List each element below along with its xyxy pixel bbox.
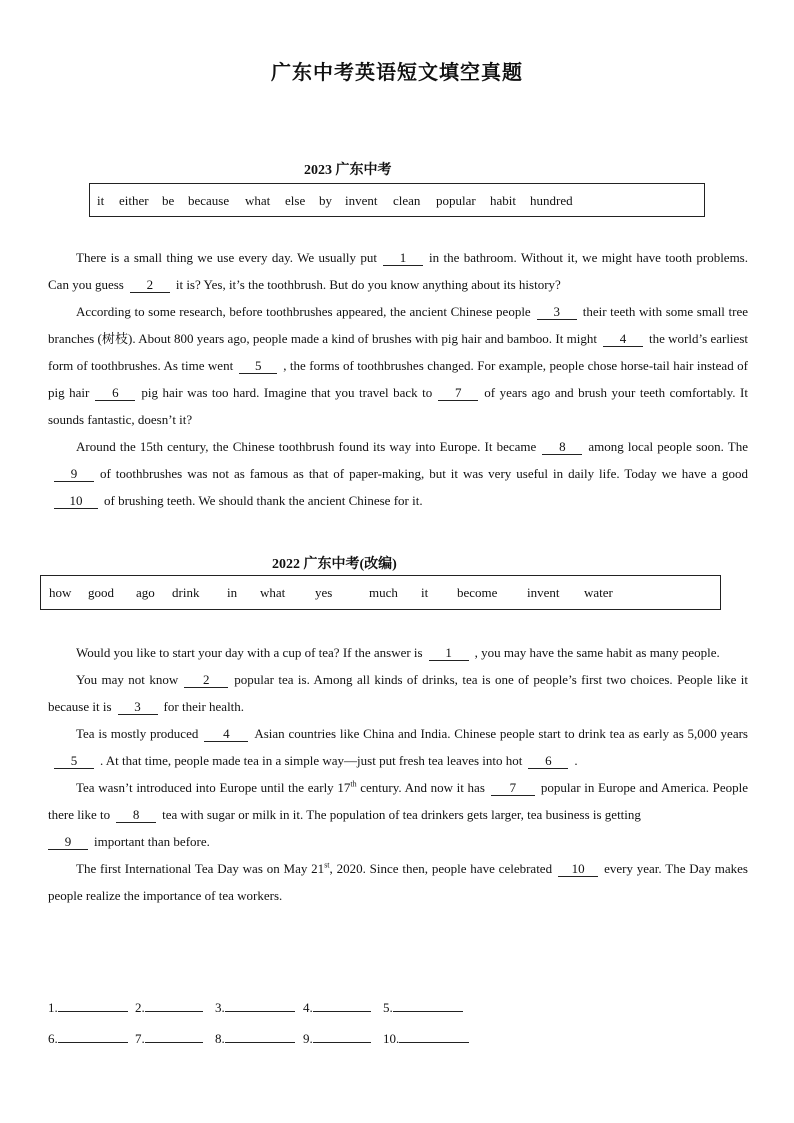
- paragraph: [48, 855, 748, 909]
- answer-slot[interactable]: [215, 999, 295, 1016]
- word-bank-item: it: [421, 585, 429, 600]
- passage-text: Asian countries like China and India. Chinese people start to drink tea as early as 5,000 years: [254, 726, 748, 741]
- blank-5[interactable]: 5: [239, 359, 277, 374]
- paragraph: [48, 639, 748, 666]
- word-bank-item: clean: [393, 193, 421, 208]
- passage-text: of toothbrushes was not as famous as that of paper-making, but it was very useful in daily life. Today we have a good: [100, 466, 748, 481]
- word-bank-item: yes: [315, 585, 333, 600]
- word-bank-item: invent: [527, 585, 560, 600]
- paragraph: [48, 666, 748, 720]
- answer-slot[interactable]: [48, 1030, 128, 1047]
- answer-slot[interactable]: [303, 999, 371, 1016]
- passage-text: Around the 15th century, the Chinese toothbrush found its way into Europe. It became: [76, 439, 537, 454]
- passage-text: pig hair was too hard. Imagine that you travel back to: [141, 385, 433, 400]
- passage-text: century. And now it has: [360, 780, 485, 795]
- passage-text: , you may have the same habit as many people.: [474, 645, 720, 660]
- passage-text: it is? Yes, it’s the toothbrush. But do you know anything about its history?: [175, 277, 561, 292]
- paragraph: [48, 298, 748, 433]
- paragraph: [48, 433, 748, 514]
- answer-slot[interactable]: [303, 1030, 371, 1047]
- passage-text: .: [574, 753, 578, 768]
- word-bank-item: by: [319, 193, 332, 208]
- passage-text: The first International Tea Day was on May 21: [76, 861, 325, 876]
- answer-number: 5.: [383, 1000, 393, 1015]
- blank-6[interactable]: 6: [528, 754, 568, 769]
- blank-3[interactable]: 3: [537, 305, 577, 320]
- paragraph: [48, 244, 748, 298]
- passage-text: . At that time, people made tea in a simple way—just put fresh tea leaves into hot: [100, 753, 523, 768]
- word-bank-item: popular: [436, 193, 476, 208]
- passage-text: Would you like to start your day with a cup of tea? If the answer is: [76, 645, 423, 660]
- superscript: th: [350, 779, 357, 789]
- word-bank-item: ago: [136, 585, 155, 600]
- passage-text: Tea wasn’t introduced into Europe until the early 17: [76, 780, 351, 795]
- blank-5[interactable]: 5: [54, 754, 94, 769]
- word-bank-item: water: [584, 585, 613, 600]
- blank-3[interactable]: 3: [118, 700, 158, 715]
- word-bank-item: invent: [345, 193, 378, 208]
- passage-text: every year. The Day makes people realize the importance of tea workers.: [48, 861, 748, 903]
- word-bank-item: it: [97, 193, 105, 208]
- paragraph: [48, 774, 748, 828]
- section-1-word-bank: [89, 183, 705, 217]
- passage-text: the world’s earliest form of toothbrushes. As time went: [48, 331, 748, 373]
- word-bank-item: how: [49, 585, 72, 600]
- answer-number: 4.: [303, 1000, 313, 1015]
- word-bank-item: be: [162, 193, 175, 208]
- word-bank-item: either: [119, 193, 149, 208]
- passage-text: in the bathroom. Without it, we might have tooth problems. Can you guess: [48, 250, 748, 292]
- passage-text: important than before.: [94, 834, 210, 849]
- blank-1[interactable]: 1: [429, 646, 469, 661]
- word-bank-item: what: [260, 585, 286, 600]
- answer-slot[interactable]: [135, 1030, 203, 1047]
- passage-text: There is a small thing we use every day. We usually put: [76, 250, 378, 265]
- section-2-passage: [48, 639, 748, 909]
- blank-7[interactable]: 7: [438, 386, 478, 401]
- answer-slot[interactable]: [48, 999, 128, 1016]
- passage-text: tea with sugar or milk in it. The population of tea drinkers gets larger, tea business is getting: [162, 807, 641, 822]
- passage-text: According to some research, before toothbrushes appeared, the ancient Chinese people: [76, 304, 531, 319]
- word-bank-item: because: [188, 193, 230, 208]
- answer-number: 6.: [48, 1031, 58, 1046]
- word-bank-item: habit: [490, 193, 516, 208]
- passage-text: their teeth with some small tree branches (树枝). About 800 years ago, people made a kind of brushes with pig hair and bamboo. It might: [48, 304, 748, 346]
- blank-8[interactable]: 8: [542, 440, 582, 455]
- answer-number: 10.: [383, 1031, 400, 1046]
- section-1-heading: 2023 广东中考: [304, 163, 392, 178]
- word-bank-item: drink: [172, 585, 200, 600]
- passage-text: popular in Europe and America. People there like to: [48, 780, 749, 822]
- blank-8[interactable]: 8: [116, 808, 156, 823]
- section-1-passage: [48, 244, 748, 514]
- blank-7[interactable]: 7: [491, 781, 535, 796]
- answer-number: 9.: [303, 1031, 313, 1046]
- blank-9[interactable]: 9: [48, 835, 88, 850]
- word-bank-item: become: [457, 585, 498, 600]
- answer-slot[interactable]: [135, 999, 203, 1016]
- section-2-word-bank: [40, 575, 721, 610]
- passage-text: among local people soon. The: [588, 439, 749, 454]
- passage-text: for their health.: [163, 699, 245, 714]
- blank-10[interactable]: 10: [558, 862, 598, 877]
- word-bank-item: else: [285, 193, 306, 208]
- answer-number: 1.: [48, 1000, 58, 1015]
- blank-2[interactable]: 2: [184, 673, 228, 688]
- passage-text: popular tea is. Among all kinds of drinks, tea is one of people’s first two choices. People like it because it is: [48, 672, 749, 714]
- answer-number: 3.: [215, 1000, 225, 1015]
- passage-text: , the forms of toothbrushes changed. For example, people chose horse-tail hair instead of pig hair: [48, 358, 748, 400]
- answer-number: 8.: [215, 1031, 225, 1046]
- passage-text: of brushing teeth. We should thank the ancient Chinese for it.: [104, 493, 423, 508]
- superscript: st: [324, 860, 330, 870]
- blank-1[interactable]: 1: [383, 251, 423, 266]
- blank-9[interactable]: 9: [54, 467, 94, 482]
- word-bank-item: good: [88, 585, 114, 600]
- blank-10[interactable]: 10: [54, 494, 98, 509]
- answer-number: 2.: [135, 1000, 145, 1015]
- passage-text: You may not know: [76, 672, 179, 687]
- paragraph: [48, 720, 748, 774]
- blank-4[interactable]: 4: [603, 332, 643, 347]
- answer-slot[interactable]: [383, 999, 463, 1016]
- passage-text: Tea is mostly produced: [76, 726, 199, 741]
- page-title: 广东中考英语短文填空真题: [271, 62, 523, 84]
- section-2-heading: 2022 广东中考(改编): [272, 557, 397, 572]
- answer-slot[interactable]: [383, 1030, 469, 1047]
- paragraph: [48, 828, 748, 855]
- blank-6[interactable]: 6: [95, 386, 135, 401]
- passage-text: of years ago and brush your teeth comfortably. It sounds fantastic, doesn’t it?: [48, 385, 748, 427]
- passage-text: , 2020. Since then, people have celebrated: [329, 861, 553, 876]
- answer-slot[interactable]: [215, 1030, 295, 1047]
- blank-2[interactable]: 2: [130, 278, 170, 293]
- word-bank-item: much: [369, 585, 398, 600]
- blank-4[interactable]: 4: [204, 727, 248, 742]
- answer-number: 7.: [135, 1031, 145, 1046]
- word-bank-item: hundred: [530, 193, 573, 208]
- word-bank-item: in: [227, 585, 238, 600]
- word-bank-item: what: [245, 193, 271, 208]
